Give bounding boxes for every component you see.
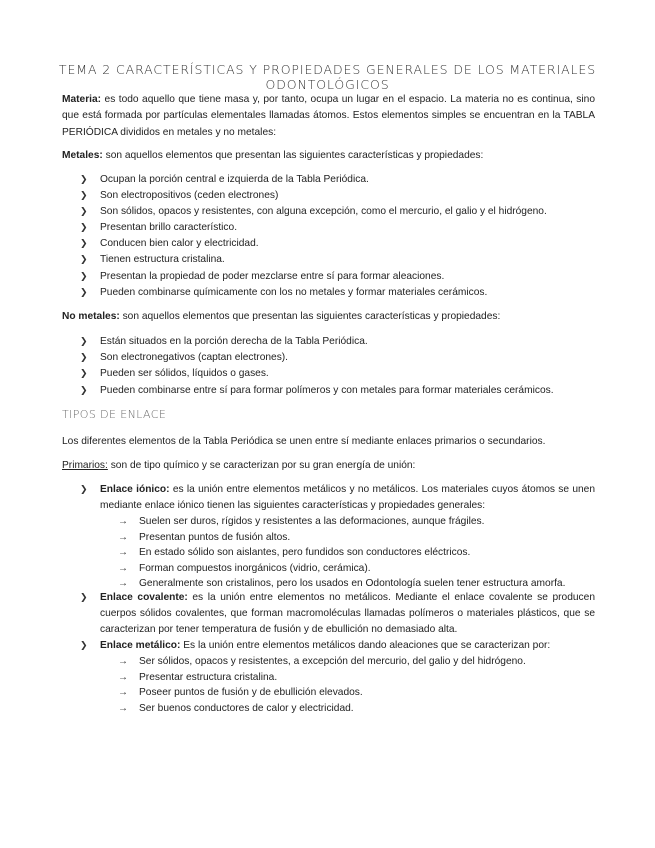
list-item: ❯ Pueden combinarse químicamente con los no metales y formar materiales cerámicos. — [80, 284, 487, 301]
list-item: ❯ Pueden ser sólidos, líquidos o gases. — [80, 365, 269, 382]
chevron-right-icon: ❯ — [80, 222, 88, 232]
materia-term: Materia: — [62, 94, 102, 105]
page-title: TEMA 2 CARACTERÍSTICAS Y PROPIEDADES GENERALES DE LOS MATERIALES ODONTOLÓGICOS — [58, 62, 597, 92]
arrow-right-icon: → — [118, 532, 128, 543]
list-item: ❯ Ocupan la porción central e izquierda de la Tabla Periódica. — [80, 171, 369, 188]
list-item: ❯ Pueden combinarse entre sí para formar polímeros y con metales para formar materiales cerámicos. — [80, 382, 554, 399]
sub-list-item: → Generalmente son cristalinos, pero los usados en Odontología suelen tener estructura amorfa. — [118, 576, 565, 592]
sub-list-item: → Presentan puntos de fusión altos. — [118, 530, 290, 546]
materia-paragraph — [62, 92, 595, 141]
chevron-right-icon: ❯ — [80, 190, 88, 200]
chevron-right-icon: ❯ — [80, 254, 88, 264]
list-item: ❯ Son electronegativos (captan electrones). — [80, 349, 288, 366]
chevron-right-icon: ❯ — [80, 640, 88, 650]
chevron-right-icon: ❯ — [80, 287, 88, 297]
arrow-right-icon: → — [118, 578, 128, 589]
chevron-right-icon: ❯ — [80, 592, 88, 602]
no-metales-term: No metales: — [62, 311, 120, 322]
sub-list-item: → Suelen ser duros, rígidos y resistentes a las deformaciones, aunque frágiles. — [118, 514, 484, 530]
primarios-paragraph — [62, 458, 595, 474]
list-item: ❯ Conducen bien calor y electricidad. — [80, 235, 259, 252]
list-item: ❯ Presentan la propiedad de poder mezclarse entre sí para formar aleaciones. — [80, 268, 444, 285]
chevron-right-icon: ❯ — [80, 206, 88, 216]
metales-text: son aquellos elementos que presentan las siguientes características y propiedades: — [102, 150, 484, 161]
tipos-intro: Los diferentes elementos de la Tabla Periódica se unen entre sí mediante enlaces primarios o secundarios. — [62, 436, 546, 447]
no-metales-paragraph — [62, 309, 595, 325]
chevron-right-icon: ❯ — [80, 352, 88, 362]
arrow-right-icon: → — [118, 563, 128, 574]
chevron-right-icon: ❯ — [80, 238, 88, 248]
sub-list-item: → Poseer puntos de fusión y de ebullición elevados. — [118, 685, 363, 701]
metales-paragraph — [62, 148, 595, 164]
enlace-ionico: Enlace iónico: es la unión entre elementos metálicos y no metálicos. Los materiales cuyos átomos se unen mediante enlace iónico tienen las siguientes características y propiedades generales: — [100, 484, 595, 511]
materia-text: es todo aquello que tiene masa y, por tanto, ocupa un lugar en el espacio. La materia no es continua, sino que está formada por partículas elementales llamadas átomos. Estos elementos simples se encuentran en la TABLA PERIÓDICA divididos en metales y no metales: — [62, 94, 595, 138]
sub-list-item: → En estado sólido son aislantes, pero fundidos son conductores eléctricos. — [118, 545, 470, 561]
list-item: ❯ Son electropositivos (ceden electrones) — [80, 187, 278, 204]
section-heading: TIPOS DE ENLACE — [62, 408, 167, 421]
list-item: ❯ Presentan brillo característico. — [80, 219, 237, 236]
arrow-right-icon: → — [118, 547, 128, 558]
list-item: ❯ Tienen estructura cristalina. — [80, 251, 225, 268]
primarios-text: son de tipo químico y se caracterizan por su gran energía de unión: — [107, 460, 416, 471]
list-item: ❯ Están situados en la porción derecha de la Tabla Periódica. — [80, 333, 368, 350]
chevron-right-icon: ❯ — [80, 385, 88, 395]
chevron-right-icon: ❯ — [80, 336, 88, 346]
enlace-metalico: Enlace metálico: Es la unión entre elementos metálicos dando aleaciones que se caracterizan por: — [100, 640, 551, 651]
metales-term: Metales: — [62, 150, 103, 161]
primarios-term: Primarios: — [62, 460, 108, 471]
arrow-right-icon: → — [118, 656, 128, 667]
sub-list-item: → Ser sólidos, opacos y resistentes, a excepción del mercurio, del galio y del hidrógeno. — [118, 654, 526, 670]
arrow-right-icon: → — [118, 672, 128, 683]
no-metales-text: son aquellos elementos que presentan las siguientes características y propiedades: — [119, 311, 501, 322]
sub-list-item: → Presentar estructura cristalina. — [118, 670, 277, 686]
sub-list-item: → Forman compuestos inorgánicos (vidrio, cerámica). — [118, 561, 371, 577]
chevron-right-icon: ❯ — [80, 368, 88, 378]
arrow-right-icon: → — [118, 516, 128, 527]
arrow-right-icon: → — [118, 703, 128, 714]
chevron-right-icon: ❯ — [80, 484, 88, 494]
sub-list-item: → Ser buenos conductores de calor y electricidad. — [118, 701, 354, 717]
list-item: ❯ Son sólidos, opacos y resistentes, con alguna excepción, como el mercurio, el galio y el hidrógeno. — [80, 203, 547, 220]
enlace-covalente: Enlace covalente: es la unión entre elementos no metálicos. Mediante el enlace covalente se producen cuerpos sólidos covalentes, que forman macromoléculas llamadas polímeros o materiales plásticos, que se caracterizan por tener temperatura de fusión y de ebullición no demasiado alta. — [100, 592, 595, 635]
arrow-right-icon: → — [118, 687, 128, 698]
chevron-right-icon: ❯ — [80, 174, 88, 184]
chevron-right-icon: ❯ — [80, 271, 88, 281]
